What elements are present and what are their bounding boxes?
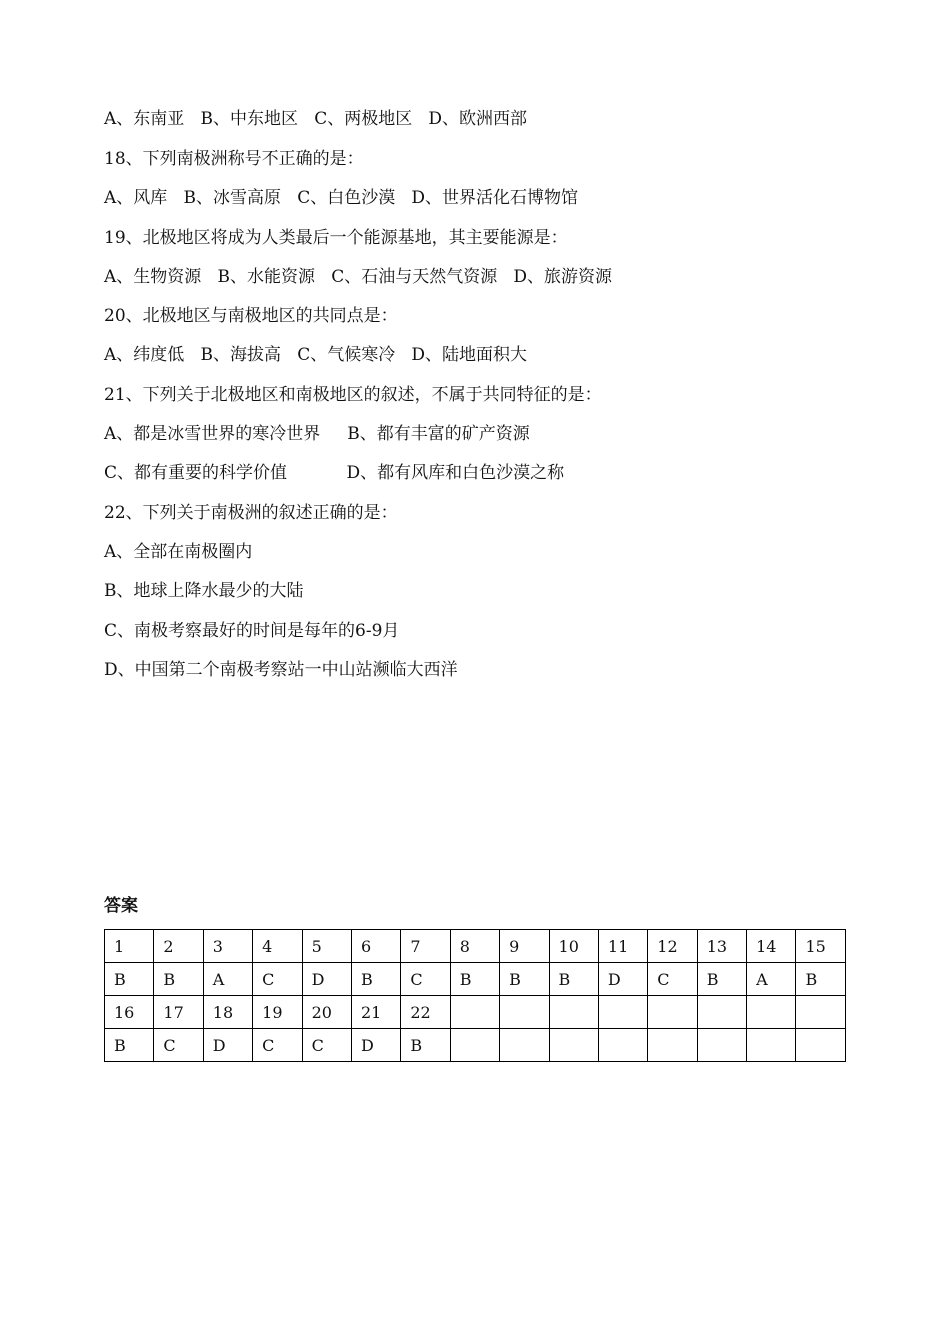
table-cell: 15 xyxy=(796,930,846,963)
question-22-option-b: B、地球上降水最少的大陆 xyxy=(104,581,304,601)
table-row xyxy=(105,1029,846,1062)
question-21-options-ab: A、都是冰雪世界的寒冷世界 B、都有丰富的矿产资源 xyxy=(104,424,530,444)
question-21-options-cd: C、都有重要的科学价值 D、都有风库和白色沙漠之称 xyxy=(104,463,565,483)
table-cell xyxy=(500,1029,549,1062)
table-cell: 20 xyxy=(302,996,351,1029)
table-cell: 13 xyxy=(697,930,746,963)
question-19-stem: 19、北极地区将成为人类最后一个能源基地，其主要能源是： xyxy=(104,228,568,248)
table-cell: 1 xyxy=(105,930,154,963)
table-cell: 14 xyxy=(747,930,796,963)
table-cell xyxy=(450,996,499,1029)
answer-title: 答案 xyxy=(104,896,138,916)
table-cell: 18 xyxy=(203,996,252,1029)
table-cell: B xyxy=(450,963,499,996)
table-cell xyxy=(598,996,647,1029)
table-cell xyxy=(648,1029,697,1062)
table-cell: B xyxy=(796,963,846,996)
table-cell: 10 xyxy=(549,930,598,963)
question-18-stem: 18、下列南极洲称号不正确的是： xyxy=(104,149,364,169)
question-18-options: A、风库 B、冰雪高原 C、白色沙漠 D、世界活化石博物馆 xyxy=(104,188,579,208)
table-cell xyxy=(747,1029,796,1062)
table-cell xyxy=(796,996,846,1029)
table-cell: B xyxy=(105,1029,154,1062)
table-cell: 5 xyxy=(302,930,351,963)
table-cell: C xyxy=(302,1029,351,1062)
table-cell: C xyxy=(648,963,697,996)
table-cell: B xyxy=(351,963,400,996)
table-cell: A xyxy=(203,963,252,996)
table-row xyxy=(105,930,846,963)
table-cell: B xyxy=(697,963,746,996)
table-row xyxy=(105,963,846,996)
table-cell: D xyxy=(598,963,647,996)
table-cell xyxy=(549,996,598,1029)
answer-table xyxy=(104,929,846,1062)
table-cell: C xyxy=(154,1029,203,1062)
table-cell: D xyxy=(302,963,351,996)
table-cell: B xyxy=(500,963,549,996)
question-21-stem: 21、下列关于北极地区和南极地区的叙述，不属于共同特征的是： xyxy=(104,385,602,405)
question-22-option-d: D、中国第二个南极考察站一中山站濒临大西洋 xyxy=(104,660,458,680)
table-cell: B xyxy=(154,963,203,996)
question-22-option-c: C、南极考察最好的时间是每年的6-9月 xyxy=(104,621,400,641)
table-cell: A xyxy=(747,963,796,996)
table-cell: C xyxy=(401,963,450,996)
table-cell xyxy=(747,996,796,1029)
question-22-stem: 22、下列关于南极洲的叙述正确的是： xyxy=(104,503,398,523)
table-cell: C xyxy=(253,963,302,996)
table-cell: 9 xyxy=(500,930,549,963)
table-cell xyxy=(697,1029,746,1062)
table-cell: 3 xyxy=(203,930,252,963)
table-row xyxy=(105,996,846,1029)
table-cell: 19 xyxy=(253,996,302,1029)
question-20-stem: 20、北极地区与南极地区的共同点是： xyxy=(104,306,398,326)
table-cell: B xyxy=(105,963,154,996)
question-17-options: A、东南亚 B、中东地区 C、两极地区 D、欧洲西部 xyxy=(104,109,528,129)
table-cell: 17 xyxy=(154,996,203,1029)
table-cell: 16 xyxy=(105,996,154,1029)
table-cell: 4 xyxy=(253,930,302,963)
table-cell xyxy=(697,996,746,1029)
table-cell: 21 xyxy=(351,996,400,1029)
table-cell: 8 xyxy=(450,930,499,963)
table-cell xyxy=(796,1029,846,1062)
table-cell: 11 xyxy=(598,930,647,963)
table-cell xyxy=(450,1029,499,1062)
question-22-option-a: A、全部在南极圈内 xyxy=(104,542,253,562)
table-cell: B xyxy=(549,963,598,996)
table-cell: C xyxy=(253,1029,302,1062)
table-cell xyxy=(598,1029,647,1062)
table-cell: 12 xyxy=(648,930,697,963)
table-cell xyxy=(549,1029,598,1062)
table-cell: D xyxy=(203,1029,252,1062)
question-19-options: A、生物资源 B、水能资源 C、石油与天然气资源 D、旅游资源 xyxy=(104,267,613,287)
table-cell xyxy=(648,996,697,1029)
table-cell: 7 xyxy=(401,930,450,963)
table-cell xyxy=(500,996,549,1029)
question-20-options: A、纬度低 B、海拔高 C、气候寒冷 D、陆地面积大 xyxy=(104,345,528,365)
table-cell: 22 xyxy=(401,996,450,1029)
table-cell: D xyxy=(351,1029,400,1062)
answer-table-body xyxy=(105,930,846,1062)
table-cell: 2 xyxy=(154,930,203,963)
table-cell: 6 xyxy=(351,930,400,963)
table-cell: B xyxy=(401,1029,450,1062)
